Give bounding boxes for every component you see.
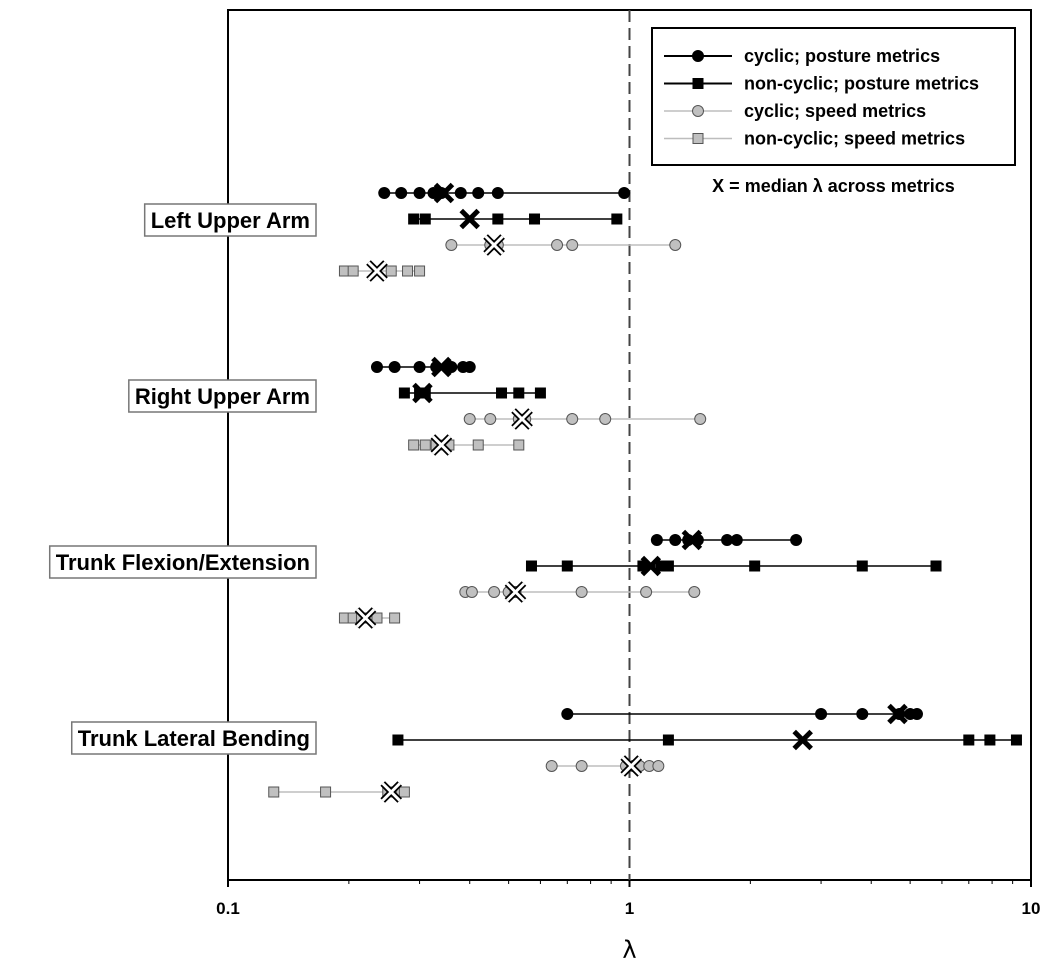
row-noncyclic_posture <box>526 558 941 575</box>
data-point <box>497 388 507 398</box>
data-point <box>464 414 475 425</box>
data-point <box>371 362 382 373</box>
data-point <box>546 761 557 772</box>
data-point <box>409 440 419 450</box>
group-trunk-flexion-extension <box>339 532 941 627</box>
row-cyclic_speed <box>460 584 700 601</box>
data-point <box>386 266 396 276</box>
data-point <box>409 214 419 224</box>
row-cyclic_posture <box>651 532 801 549</box>
data-point <box>399 388 409 398</box>
row-cyclic_speed <box>446 237 681 254</box>
legend-marker <box>693 134 703 144</box>
category-label <box>50 546 316 578</box>
row-noncyclic_posture <box>399 385 545 402</box>
data-point <box>562 709 573 720</box>
data-point <box>750 561 760 571</box>
row-noncyclic_posture <box>393 732 1022 749</box>
data-point <box>857 709 868 720</box>
legend-marker <box>693 106 704 117</box>
data-point <box>485 414 496 425</box>
data-point <box>911 709 922 720</box>
legend-marker <box>693 79 703 89</box>
data-point <box>530 214 540 224</box>
category-label-text: Left Upper Arm <box>150 208 310 233</box>
data-point <box>612 214 622 224</box>
data-point <box>695 414 706 425</box>
data-point <box>576 761 587 772</box>
row-noncyclic_posture <box>409 211 622 228</box>
data-point <box>396 188 407 199</box>
data-point <box>791 535 802 546</box>
data-point <box>492 188 503 199</box>
data-point <box>576 587 587 598</box>
x-tick-label: 1 <box>624 899 635 918</box>
row-cyclic_speed <box>546 758 664 775</box>
data-point <box>420 214 430 224</box>
category-label <box>129 380 316 412</box>
row-cyclic_posture <box>371 359 475 376</box>
data-point <box>552 240 563 251</box>
category-label-text: Right Upper Arm <box>134 384 310 409</box>
data-point <box>466 587 477 598</box>
data-point <box>931 561 941 571</box>
data-point <box>600 414 611 425</box>
data-point <box>414 362 425 373</box>
data-point <box>663 735 673 745</box>
row-cyclic_posture <box>562 706 923 723</box>
row-cyclic_posture <box>379 185 630 202</box>
data-point <box>489 587 500 598</box>
row-noncyclic_speed <box>269 784 410 801</box>
data-point <box>446 240 457 251</box>
data-point <box>857 561 867 571</box>
legend <box>652 28 1015 165</box>
data-point <box>493 214 503 224</box>
legend-label: cyclic; speed metrics <box>744 101 927 121</box>
data-point <box>379 188 390 199</box>
data-point <box>473 188 484 199</box>
data-point <box>420 440 430 450</box>
data-point <box>390 613 400 623</box>
data-point <box>816 709 827 720</box>
row-noncyclic_speed <box>409 437 524 454</box>
data-point <box>641 587 652 598</box>
data-point <box>670 240 681 251</box>
data-point <box>670 535 681 546</box>
row-noncyclic_speed <box>339 610 399 627</box>
data-point <box>535 388 545 398</box>
data-point <box>567 414 578 425</box>
data-point <box>415 266 425 276</box>
x-tick-label: 10 <box>1021 899 1041 918</box>
data-point <box>663 561 673 571</box>
data-point <box>455 188 466 199</box>
row-cyclic_speed <box>464 411 705 428</box>
data-point <box>514 440 524 450</box>
legend-label: non-cyclic; posture metrics <box>744 73 980 94</box>
legend-label: cyclic; posture metrics <box>744 46 941 66</box>
category-label-text: Trunk Lateral Bending <box>77 726 310 751</box>
data-point <box>619 188 630 199</box>
x-axis-label: λ <box>622 936 637 964</box>
data-point <box>414 188 425 199</box>
legend-note: X = median λ across metrics <box>712 176 955 196</box>
data-point <box>514 388 524 398</box>
data-point <box>651 535 662 546</box>
data-point <box>464 362 475 373</box>
data-point <box>473 440 483 450</box>
data-point <box>964 735 974 745</box>
data-point <box>399 787 409 797</box>
legend-marker <box>693 51 704 62</box>
data-point <box>393 735 403 745</box>
category-label <box>72 722 316 754</box>
data-point <box>348 266 358 276</box>
data-point <box>731 535 742 546</box>
row-noncyclic_speed <box>339 263 424 280</box>
data-point <box>321 787 331 797</box>
group-right-upper-arm <box>371 359 705 454</box>
data-point <box>1011 735 1021 745</box>
category-label-text: Trunk Flexion/Extension <box>55 550 310 575</box>
data-point <box>567 240 578 251</box>
data-point <box>985 735 995 745</box>
legend-label: non-cyclic; speed metrics <box>744 128 966 149</box>
x-tick-label: 0.1 <box>216 899 240 918</box>
data-point <box>653 761 664 772</box>
group-trunk-lateral-bending <box>269 706 1022 801</box>
data-point <box>526 561 536 571</box>
data-point <box>689 587 700 598</box>
data-point <box>389 362 400 373</box>
category-label <box>145 204 316 236</box>
data-point <box>562 561 572 571</box>
data-point <box>269 787 279 797</box>
data-point <box>403 266 413 276</box>
